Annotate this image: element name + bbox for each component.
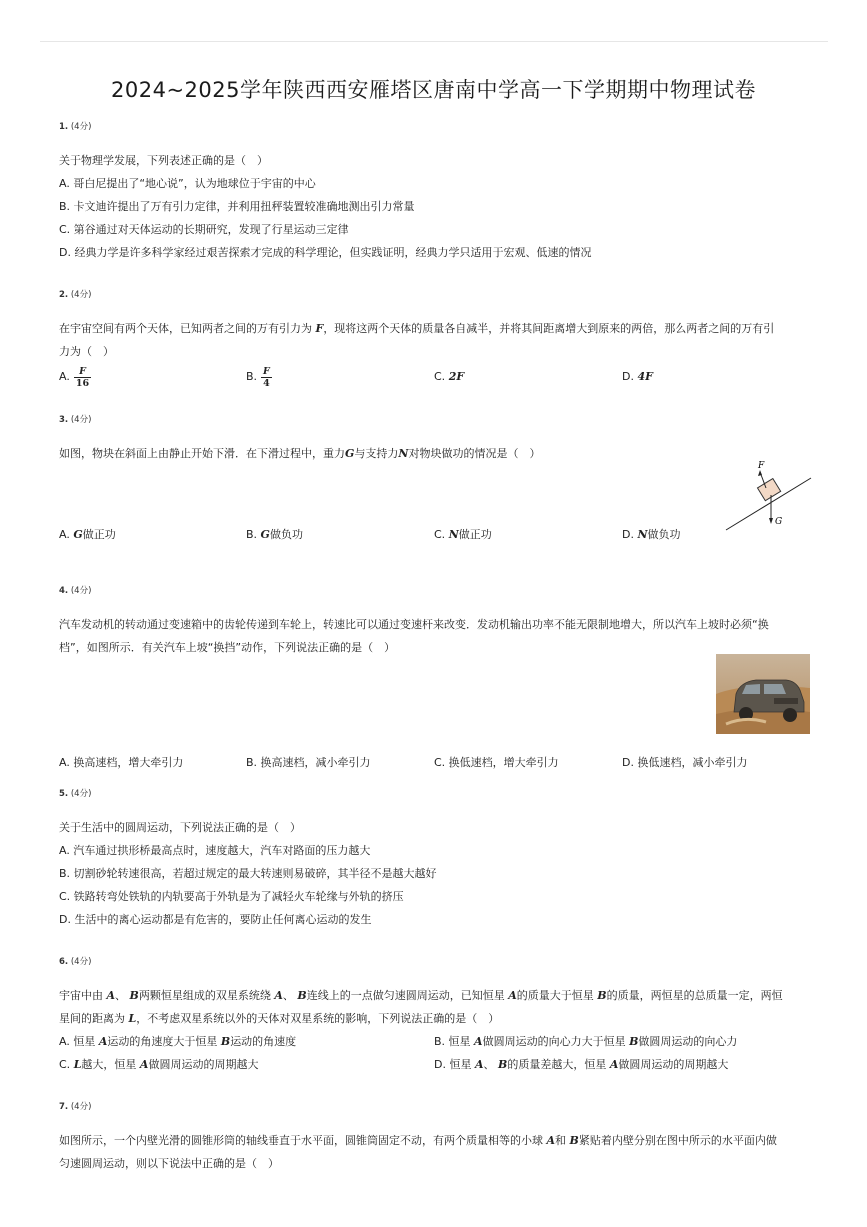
math-variable: G (260, 528, 270, 541)
text-segment: 越大，恒星 (81, 1058, 140, 1071)
question-header (59, 583, 819, 599)
question-number: 4. (59, 586, 69, 596)
option-label: D. (622, 528, 634, 541)
text-segment: 星间的距离为 (59, 1012, 129, 1025)
math-variable: A (98, 1035, 108, 1048)
option-a (59, 523, 116, 546)
option-label: C. (434, 370, 446, 383)
option-text: 做正功 (458, 528, 492, 541)
options-row (59, 523, 809, 546)
stem-text: 在宇宙空间有两个天体，已知两者之间的万有引力为 (59, 322, 312, 335)
option-text: 做正功 (82, 528, 116, 541)
math-variable: B (220, 1035, 231, 1048)
question-header (59, 412, 809, 428)
option-c: C. 第谷通过对天体运动的长期研究，发现了行星运动三定律 (59, 223, 349, 236)
math-variable: N (448, 528, 459, 541)
question-score: (4分) (70, 415, 92, 425)
options-row (59, 751, 819, 774)
option-label: D. (622, 370, 634, 383)
math-variable: G (73, 528, 83, 541)
question-3 (59, 412, 809, 546)
incline-figure (722, 458, 814, 534)
stem-text: 与支持力 (354, 447, 399, 460)
option-b (246, 363, 272, 391)
arrowhead-icon (769, 518, 773, 524)
option-a: A. 汽车通过拱形桥最高点时，速度越大，汽车对路面的压力越大 (59, 844, 371, 857)
question-5 (59, 786, 809, 931)
option-d: D. 生活中的离心运动都是有危害的，要防止任何离心运动的发生 (59, 913, 372, 926)
question-number: 6. (59, 957, 69, 967)
text-segment: C. (59, 1058, 74, 1071)
text-segment: 做圆周运动的向心力大于恒星 (482, 1035, 630, 1048)
option-label: B. (246, 528, 258, 541)
text-segment: 做圆周运动的周期越大 (618, 1058, 729, 1071)
question-header (59, 1099, 819, 1115)
question-stem (59, 1129, 819, 1152)
question-2 (59, 287, 809, 391)
numerator: F (74, 366, 91, 378)
math-variable: B (498, 1058, 508, 1071)
option-label: C. (434, 528, 446, 541)
fraction (261, 366, 272, 389)
text-segment: 如图所示，一个内壁光滑的圆锥形筒的轴线垂直于水平面，圆锥筒固定不动，有两个质量相等的小球 (59, 1134, 547, 1147)
text-segment: 做圆周运动的周期越大 (148, 1058, 259, 1071)
options-row (59, 363, 809, 391)
question-header (59, 287, 809, 303)
question-score: (4分) (70, 290, 92, 300)
options-row (59, 1030, 819, 1053)
text-segment: 的质量，两恒星的总质量一定，两恒 (606, 989, 783, 1002)
stem-text: ，现将这两个天体的质量各自减半，并将其间距离增大到原来的两倍，那么两者之间的万有引 (323, 322, 775, 335)
option-b (246, 523, 303, 546)
text-segment: ，不考虑双星系统以外的天体对双星系统的影响，下列说法正确的是（ ） (136, 1012, 500, 1025)
option-text: 做负功 (647, 528, 681, 541)
options-row (59, 1053, 819, 1076)
math-variable: B (629, 1035, 639, 1048)
question-stem: 关于生活中的圆周运动，下列说法正确的是（ ） (59, 821, 301, 834)
option-a: A. 换高速档，增大牵引力 (59, 756, 184, 769)
text-segment: 、 (282, 989, 298, 1002)
option-b: B. 换高速档，减小牵引力 (246, 756, 371, 769)
text-segment: 的质量大于恒星 (516, 989, 598, 1002)
option-a: A. 哥白尼提出了“地心说”，认为地球位于宇宙的中心 (59, 177, 316, 190)
text-segment: 、 (483, 1058, 499, 1071)
text-segment: B. 恒星 (434, 1035, 475, 1048)
option-c (434, 363, 464, 391)
car-grille (774, 698, 798, 704)
math-variable: N (398, 447, 409, 460)
question-stem (59, 317, 809, 340)
math-variable: B (597, 989, 607, 1002)
question-stem-cont (59, 1007, 819, 1030)
math-variable: A (474, 1035, 483, 1048)
question-score: (4分) (70, 957, 92, 967)
question-stem: 汽车发动机的转动通过变速箱中的齿轮传递到车轮上，转速比可以通过变速杆来改变．发动机输出功率不能无限制地增大，所以汽车上坡时必须“换 (59, 618, 769, 631)
question-stem (59, 984, 819, 1007)
question-1 (59, 119, 809, 264)
text-segment: D. 恒星 (434, 1058, 475, 1071)
math-variable: A (609, 1058, 619, 1071)
question-6 (59, 954, 819, 1076)
question-stem: 关于物理学发展，下列表述正确的是（ ） (59, 154, 268, 167)
question-score: (4分) (70, 586, 92, 596)
car-wheel (783, 708, 797, 722)
text-segment: 和 (555, 1134, 570, 1147)
question-header (59, 119, 809, 135)
option-c: C. 换低速档，增大牵引力 (434, 756, 559, 769)
label-f: F (758, 461, 765, 471)
math-variable: A (508, 989, 517, 1002)
option-text: 做负功 (269, 528, 303, 541)
question-score: (4分) (70, 789, 92, 799)
block-rect (757, 479, 780, 501)
option-c (434, 523, 492, 546)
denominator: 16 (75, 377, 90, 389)
math-variable: B (569, 1134, 579, 1147)
option-label: A. (59, 370, 70, 383)
question-number: 7. (59, 1102, 69, 1112)
page-title: 2024~2025学年陕西西安雁塔区唐南中学高一下学期期中物理试卷 (111, 78, 756, 102)
question-score: (4分) (70, 122, 92, 132)
option-value: 4F (637, 370, 653, 383)
question-stem-cont: 力为（ ） (59, 345, 114, 358)
math-variable: G (345, 447, 355, 460)
car-on-sand-photo (716, 654, 810, 734)
math-variable: A (474, 1058, 484, 1071)
option-d (622, 363, 653, 391)
question-header (59, 786, 809, 802)
option-c: C. 铁路转弯处铁轨的内轨要高于外轨是为了减轻火车轮缘与外轨的挤压 (59, 890, 404, 903)
text-segment: 宇宙中由 (59, 989, 107, 1002)
question-number: 2. (59, 290, 69, 300)
numerator: F (263, 365, 270, 377)
option-b: B. 卡文迪许提出了万有引力定律，并利用扭秤装置较准确地测出引力常量 (59, 200, 415, 213)
stem-text: 如图，物块在斜面上由静止开始下滑．在下滑过程中，重力 (59, 447, 345, 460)
option-d (622, 523, 681, 546)
math-variable: A (139, 1058, 149, 1071)
option-label: B. (246, 370, 258, 383)
math-variable: N (637, 528, 648, 541)
math-variable: A (546, 1134, 556, 1147)
question-7 (59, 1099, 819, 1175)
math-variable: B (129, 989, 139, 1002)
stem-text: 对物块做功的情况是（ ） (408, 447, 541, 460)
denominator: 4 (263, 377, 270, 389)
option-value: 2F (448, 370, 465, 383)
header-divider (40, 41, 828, 42)
option-b (434, 1030, 737, 1053)
block (757, 479, 780, 501)
text-segment: 做圆周运动的向心力 (638, 1035, 738, 1048)
text-segment: 两颗恒星组成的双星系统绕 (138, 989, 275, 1002)
math-variable: L (73, 1058, 82, 1071)
question-number: 5. (59, 789, 69, 799)
option-a (59, 1030, 296, 1053)
option-d: D. 换低速档，减小牵引力 (622, 756, 748, 769)
option-d: D. 经典力学是许多科学家经过艰苦探索才完成的科学理论，但实践证明，经典力学只适用于宏观、低速的情况 (59, 246, 592, 259)
option-a (59, 363, 91, 391)
question-4 (59, 583, 819, 774)
question-score: (4分) (70, 1102, 92, 1112)
question-number: 1. (59, 122, 69, 132)
math-variable: A (274, 989, 283, 1002)
question-number: 3. (59, 415, 69, 425)
question-stem-cont (59, 1152, 819, 1175)
question-header (59, 954, 819, 970)
option-label: A. (59, 528, 70, 541)
text-segment: 紧贴着内壁分别在图中所示的水平面内做 (578, 1134, 777, 1147)
text-segment: 运动的角速度 (230, 1035, 297, 1048)
text-segment: 匀速圆周运动，则以下说法中正确的是（ ） (59, 1157, 279, 1170)
option-c (59, 1053, 258, 1076)
text-segment: 运动的角速度大于恒星 (107, 1035, 221, 1048)
math-variable: F (315, 322, 324, 335)
text-segment: A. 恒星 (59, 1035, 99, 1048)
math-variable: B (297, 989, 307, 1002)
text-segment: 、 (115, 989, 130, 1002)
text-segment: 的质量差越大，恒星 (507, 1058, 610, 1071)
fraction (74, 366, 91, 389)
option-b: B. 切割砂轮转速很高，若超过规定的最大转速则易破碎，其半径不是越大越好 (59, 867, 437, 880)
option-d (434, 1053, 728, 1076)
label-g: G (775, 517, 783, 527)
text-segment: 连线上的一点做匀速圆周运动，已知恒星 (306, 989, 509, 1002)
question-stem (59, 442, 809, 465)
question-stem-cont: 档”，如图所示．有关汽车上坡“换挡”动作，下列说法正确的是（ ） (59, 641, 396, 654)
math-variable: L (128, 1012, 137, 1025)
math-variable: A (106, 989, 116, 1002)
